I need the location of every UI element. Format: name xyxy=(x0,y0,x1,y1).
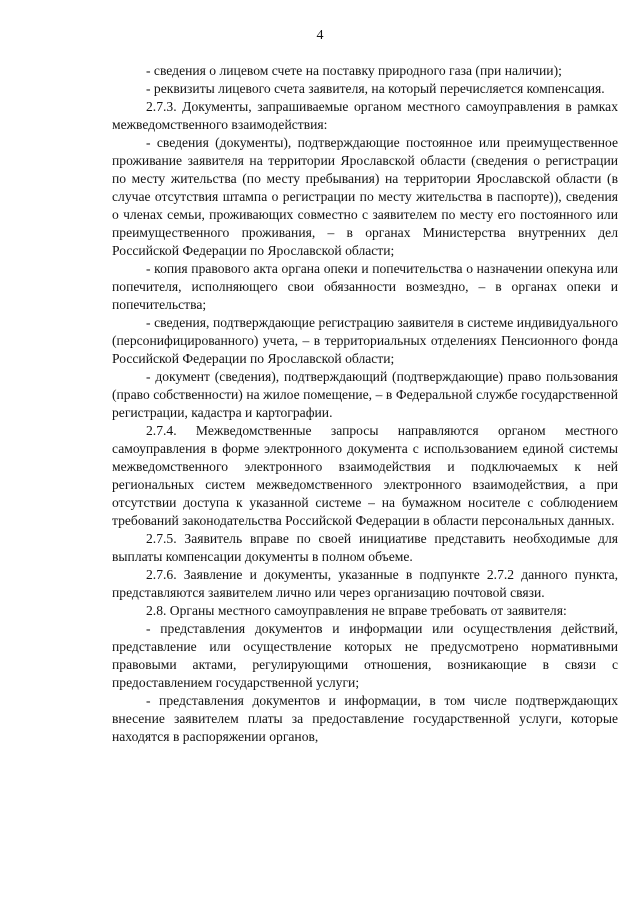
paragraph-gas-account: - сведения о лицевом счете на поставку природного газа (при наличии); xyxy=(146,63,562,78)
paragraph-2-7-6: 2.7.6. Заявление и документы, указанные в подпункте 2.7.2 данного пункта, представляются заявителем лично или через организацию почтовой связи. xyxy=(112,567,618,600)
paragraph-residence-info: - сведения (документы), подтверждающие постоянное или преимущественное проживание заявителя на территории Ярославской области (сведения о регистрации по месту жительства (по месту пребывания) на территории Ярославской области (в случае отсутствия штампа о регистрации по месту жительства в паспорте)), сведения о членах семьи, проживающих совместно с заявителем по месту его постоянного или преимущественного проживания, – в органах Министерства внутренних дел Российской Федерации по Ярославской области; xyxy=(112,135,618,258)
paragraph-account-details: - реквизиты лицевого счета заявителя, на который перечисляется компенсация. xyxy=(146,81,605,96)
paragraph-prohibition-payment: - представления документов и информации, в том числе подтверждающих внесение заявителем платы за предоставление государственной услуги, которые находятся в распоряжении органов, xyxy=(112,693,618,744)
paragraph-property-rights: - документ (сведения), подтверждающий (подтверждающие) право пользования (право собственности) на жилое помещение, – в Федеральной службе государственной регистрации, кадастра и картографии. xyxy=(112,369,618,420)
document-body xyxy=(112,62,618,746)
paragraph-guardianship-act: - копия правового акта органа опеки и попечительства о назначении опекуна или попечителя, исполняющего свои обязанности возмездно, – в органах опеки и попечительства; xyxy=(112,261,618,312)
paragraph-2-8: 2.8. Органы местного самоуправления не вправе требовать от заявителя: xyxy=(146,603,567,618)
paragraph-2-7-5: 2.7.5. Заявитель вправе по своей инициативе представить необходимые для выплаты компенсации документы в полном объеме. xyxy=(112,531,618,564)
paragraph-pension-registration: - сведения, подтверждающие регистрацию заявителя в системе индивидуального (персонифицированного) учета, – в территориальных отделениях Пенсионного фонда Российской Федерации по Ярославской области; xyxy=(112,315,618,366)
paragraph-prohibition-documents: - представления документов и информации или осуществления действий, представление или осуществление которых не предусмотрено нормативными правовыми актами, регулирующими отношения, возникающие в связи с предоставлением государственной услуги; xyxy=(112,621,618,690)
page-number: 4 xyxy=(316,28,324,43)
paragraph-2-7-3: 2.7.3. Документы, запрашиваемые органом местного самоуправления в рамках межведомственного взаимодействия: xyxy=(112,99,618,132)
paragraph-2-7-4: 2.7.4. Межведомственные запросы направляются органом местного самоуправления в форме электронного документа с использованием единой системы межведомственного электронного взаимодействия и подключаемых к ней региональных систем межведомственного электронного взаимодействия, а при отсутствии доступа к указанной системе – на бумажном носителе с соблюдением требований законодательства Российской Федерации в области персональных данных. xyxy=(112,423,618,528)
